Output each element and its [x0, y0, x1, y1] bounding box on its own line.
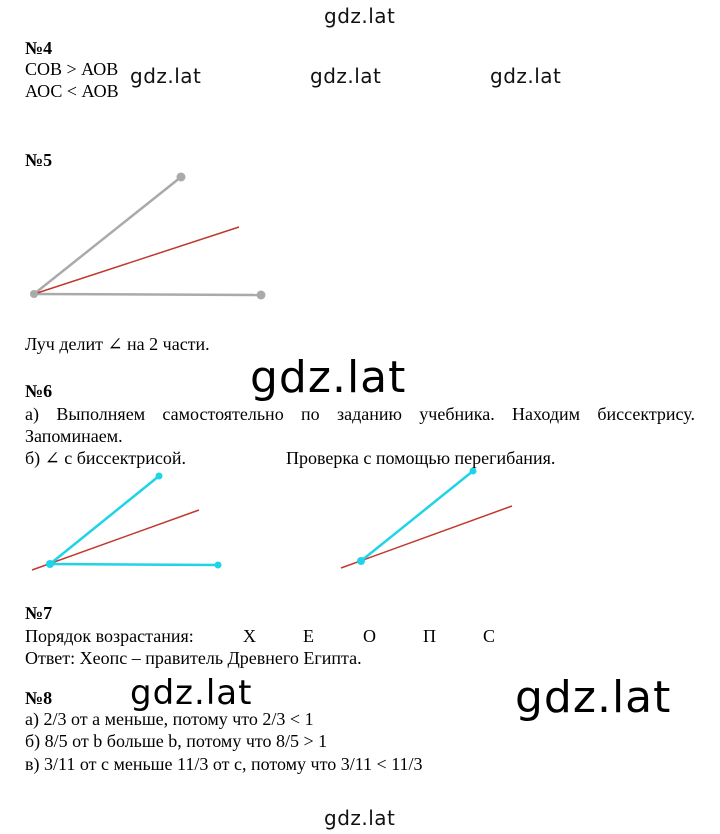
- task6-check: Проверка с помощью перегибания.: [286, 448, 556, 468]
- watermark-top: gdz.lat: [324, 4, 396, 28]
- task8-b: б) 8/5 от b больше b, потому что 8/5 > 1: [25, 731, 328, 751]
- watermark-big-right: gdz.lat: [515, 672, 672, 723]
- letter-1: Х: [243, 626, 256, 646]
- angle-side-lower: [34, 294, 261, 295]
- task6-bisector-figure: [32, 473, 222, 571]
- watermark-mid-left: gdz.lat: [130, 673, 253, 713]
- watermark-big-center: gdz.lat: [250, 352, 407, 403]
- letter-2: Е: [303, 626, 314, 646]
- upper-end-point: [177, 173, 186, 182]
- bisector-ray: [341, 506, 512, 568]
- folded-sides: [361, 471, 473, 561]
- task5-angle-figure: [30, 173, 266, 300]
- task7-letters: [243, 625, 543, 647]
- angle-vertex-point: [46, 560, 54, 568]
- task8-c: в) 3/11 от с меньше 11/3 от с, потому что 3/11 < 11/3: [25, 754, 423, 774]
- angle-side-lower: [50, 564, 218, 565]
- angle-vertex-point: [357, 557, 365, 565]
- task6-heading: №6: [25, 381, 53, 401]
- angle-side-upper: [34, 177, 181, 294]
- upper-end-point: [156, 473, 163, 480]
- task7-order-label: Порядок возрастания:: [25, 626, 194, 646]
- lower-end-point: [257, 291, 266, 300]
- task6-part-b: б) ∠ с биссектрисой.: [25, 448, 187, 468]
- task7-answer: Ответ: Хеопс – правитель Древнего Египта.: [25, 648, 362, 668]
- watermark-row1-b: gdz.lat: [310, 64, 382, 88]
- task5-heading: №5: [25, 150, 53, 170]
- task4-heading: №4: [25, 38, 53, 58]
- letter-3: О: [363, 626, 376, 646]
- task6-part-a: а) Выполняем самостоятельно по заданию учебника. Находим биссектрису. Запоминаем.: [25, 404, 695, 446]
- watermark-bottom: gdz.lat: [324, 806, 396, 830]
- task7-heading: №7: [25, 603, 53, 623]
- bisector-ray: [32, 510, 199, 570]
- task4-line1: СОВ > АОВ: [25, 59, 119, 79]
- task4-line2: АОС < АОВ: [25, 81, 119, 101]
- letter-5: С: [483, 626, 496, 646]
- dividing-ray: [34, 227, 239, 294]
- lower-end-point: [215, 562, 222, 569]
- angle-vertex-point: [30, 290, 38, 298]
- task8-a: а) 2/3 от а меньше, потому что 2/3 < 1: [25, 709, 314, 729]
- watermark-row1-c: gdz.lat: [490, 64, 562, 88]
- task6-fold-check-figure: [341, 468, 512, 569]
- task5-caption: Луч делит ∠ на 2 части.: [25, 334, 210, 354]
- watermark-row1-a: gdz.lat: [130, 64, 202, 88]
- angle-side-upper: [50, 476, 159, 564]
- task8-heading: №8: [25, 688, 53, 708]
- letter-4: П: [423, 626, 436, 646]
